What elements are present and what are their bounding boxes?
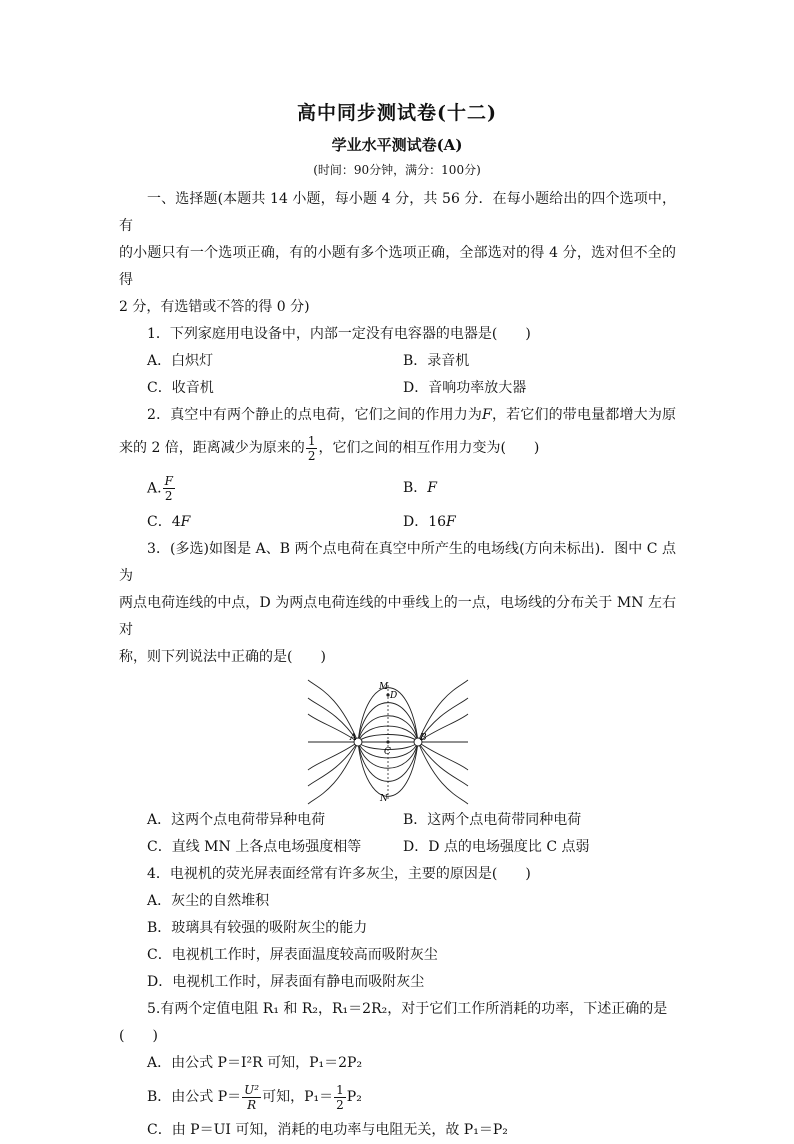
question-4-option-a: A．灰尘的自然堆积 [147, 893, 270, 909]
question-5-option-b [119, 1077, 676, 1117]
page-title: 高中同步测试卷(十二) [297, 102, 497, 124]
fraction-one-half [306, 434, 318, 463]
fraction-u2-over-r [242, 1083, 261, 1112]
field-line-b-out-down-0 [418, 742, 468, 770]
question-5-option-c: C．由 P＝UI 可知，消耗的电功率与电阻无关，故 P₁＝P₂ [147, 1122, 508, 1138]
field-lines-figure [298, 677, 498, 805]
field-line-a-out-down-1 [308, 742, 358, 786]
fraction-f-over-2 [163, 474, 175, 503]
label-d: D [389, 691, 397, 701]
question-3-options-row1 [119, 807, 676, 834]
exam-content [119, 186, 676, 1144]
question-4-option-d: D．电视机工作时，屏表面有静电而吸附灰尘 [147, 974, 425, 990]
question-4-stem: 4．电视机的荧光屏表面经常有许多灰尘，主要的原因是( ) [147, 866, 531, 882]
option-d-prefix: D．16 [403, 514, 447, 530]
question-2-option-b [403, 475, 437, 502]
fraction-denominator: R [247, 1097, 257, 1112]
section-instructions-line3: 2 分，有选错或不答的得 0 分) [119, 299, 310, 315]
question-1-option-b: B．录音机 [403, 353, 470, 369]
question-2-options-row2 [119, 509, 676, 536]
question-2-stem-text-end: ，若它们的带电量都增大为原 [491, 407, 677, 423]
question-3-stem-line1: 3．(多选)如图是 A、B 两个点电荷在真空中所产生的电场线(方向未标出)．图中 C 点为 [119, 541, 676, 584]
label-n: N [379, 794, 388, 804]
question-3-option-a: A．这两个点电荷带异种电荷 [147, 812, 326, 828]
label-m: M [378, 682, 388, 692]
electric-field-diagram [119, 677, 676, 805]
label-c: C [383, 747, 391, 757]
question-1-option-c: C．收音机 [147, 380, 214, 396]
force-variable: F [427, 479, 438, 496]
question-4-option-c: C．电视机工作时，屏表面温度较高而吸附灰尘 [147, 947, 438, 963]
question-1-option-a: A．白炽灯 [147, 353, 214, 369]
question-2-stem-text: 2．真空中有两个静止的点电荷，它们之间的作用力为 [147, 407, 483, 423]
option-b-prefix: B．由公式 P＝ [147, 1088, 242, 1105]
question-5-option-a: A．由公式 P＝I²R 可知，P₁＝2P₂ [147, 1055, 363, 1071]
question-4-option-b: B．玻璃具有较强的吸附灰尘的能力 [147, 920, 368, 936]
question-3-option-d: D．D 点的电场强度比 C 点弱 [403, 839, 590, 855]
question-2-option-a [119, 474, 403, 503]
fraction-one-half [334, 1083, 346, 1112]
option-c-prefix: C．4 [147, 514, 181, 530]
question-3-stem-line2: 两点电荷连线的中点，D 为两点电荷连线的中垂线上的一点，电场线的分布关于 MN 左右对 [119, 595, 676, 638]
fraction-numerator: U² [244, 1082, 260, 1097]
option-b-end: P₂ [346, 1088, 362, 1105]
fraction-numerator: 1 [307, 433, 316, 448]
field-line-a-out-down-2 [308, 742, 358, 804]
question-1-option-d: D．音响功率放大器 [403, 380, 527, 396]
question-2-options-row1 [119, 467, 676, 509]
force-variable: F [180, 514, 191, 530]
option-b-middle: 可知，P₁＝ [262, 1088, 334, 1105]
option-a-prefix: A. [147, 480, 162, 496]
question-1-options-row1 [119, 348, 676, 375]
question-2-option-c [119, 509, 403, 536]
field-line-a-out-down-0 [308, 742, 358, 770]
question-2-stem2-end: ，它们之间的相互作用力变为( ) [318, 440, 540, 456]
question-3-option-c: C．直线 MN 上各点电场强度相等 [147, 839, 362, 855]
section-instructions-line1: 一、选择题(本题共 14 小题，每小题 4 分，共 56 分．在每小题给出的四个选项中，有 [119, 191, 676, 234]
field-line-b-out-down-1 [418, 742, 468, 786]
label-b: B [419, 733, 427, 743]
question-3-options-row2 [119, 834, 676, 861]
point-c [386, 740, 389, 743]
option-b-prefix: B． [403, 479, 428, 496]
fraction-numerator: 1 [336, 1082, 344, 1097]
force-variable: F [482, 407, 492, 423]
section-instructions-line2: 的小题只有一个选项正确，有的小题有多个选项正确，全部选对的得 4 分，选对但不全的得 [119, 245, 676, 288]
question-3-stem-line3: 称，则下列说法中正确的是( ) [119, 649, 326, 665]
question-5-stem: 5.有两个定值电阻 R₁ 和 R₂，R₁＝2R₂，对于它们工作所消耗的功率，下述正确的是( ) [119, 1001, 668, 1044]
fraction-denominator: 2 [307, 448, 316, 463]
fraction-denominator: 2 [336, 1097, 344, 1112]
question-1-stem: 1．下列家庭用电设备中，内部一定没有电容器的电器是( ) [147, 326, 531, 342]
fraction-numerator: F [164, 473, 173, 488]
field-line-b-out-down-2 [418, 742, 468, 804]
force-variable: F [446, 514, 456, 530]
question-2-stem-line2 [119, 429, 676, 467]
fraction-denominator: 2 [164, 488, 173, 503]
question-2-stem2-text: 来的 2 倍，距离减少为原来的 [119, 440, 305, 456]
question-3-option-b: B．这两个点电荷带同种电荷 [403, 812, 582, 828]
page-subtitle: 学业水平测试卷(A) [331, 136, 463, 154]
question-1-options-row2 [119, 375, 676, 402]
question-2-option-d [403, 509, 456, 536]
label-a: A [349, 733, 356, 743]
time-info: (时间：90分钟，满分：100分) [313, 163, 481, 177]
question-2-stem-line1 [119, 402, 676, 429]
